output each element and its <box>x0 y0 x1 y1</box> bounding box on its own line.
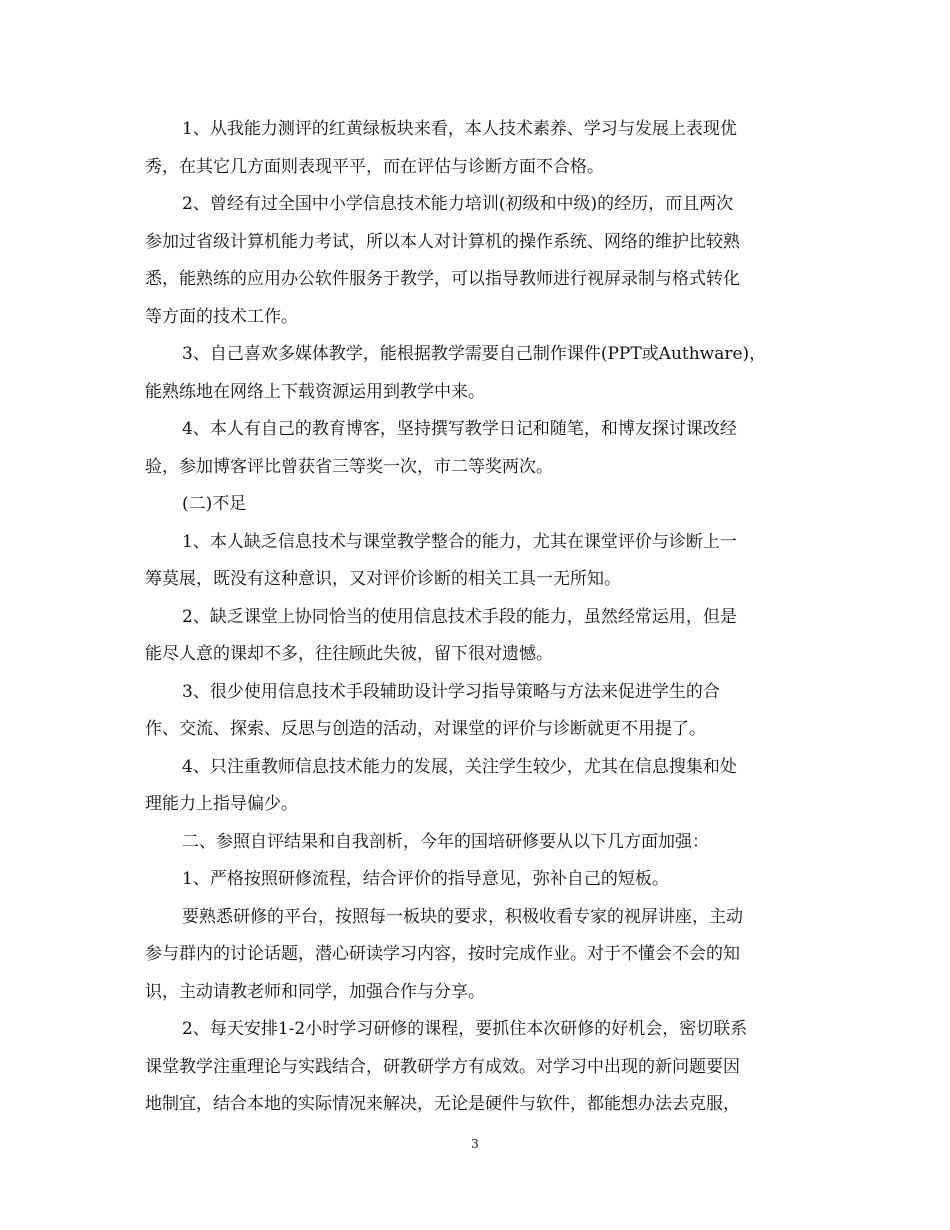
text-line: 1、本人缺乏信息技术与课堂教学整合的能力，尤其在课堂评价与诊断上一 <box>182 531 737 552</box>
text-line: 2、每天安排1-2小时学习研修的课程，要抓住本次研修的好机会，密切联系 <box>182 1019 748 1039</box>
text-line: 2、缺乏课堂上协同恰当的使用信息技术手段的能力，虽然经常运用，但是 <box>182 606 737 627</box>
text-line: 4、只注重教师信息技术能力的发展，关注学生较少，尤其在信息搜集和处 <box>182 756 737 777</box>
text-line: 等方面的技术工作。 <box>145 306 298 327</box>
text-line: 验，参加博客评比曾获省三等奖一次，市二等奖两次。 <box>145 456 553 477</box>
page-number: 3 <box>471 1137 479 1151</box>
text-line: 地制宜，结合本地的实际情况来解决，无论是硬件与软件，都能想办法去克服， <box>145 1094 740 1114</box>
text-line: 筹莫展，既没有这种意识，又对评价诊断的相关工具一无所知。 <box>145 569 621 589</box>
text-line: 2、曾经有过全国中小学信息技术能力培训(初级和中级)的经历，而且两次 <box>182 194 734 214</box>
text-line: 悉，能熟练的应用办公软件服务于教学，可以指导教师进行视屏录制与格式转化 <box>145 269 740 289</box>
text-line: 要熟悉研修的平台，按照每一板块的要求，积极收看专家的视屏讲座，主动 <box>182 906 743 927</box>
section-heading: 二、参照自评结果和自我剖析，今年的国培研修要从以下几方面加强： <box>182 831 709 852</box>
text-line: 4、本人有自己的教育博客，坚持撰写教学日记和随笔，和博友探讨课改经 <box>182 419 737 439</box>
text-line: 秀，在其它几方面则表现平平，而在评估与诊断方面不合格。 <box>145 156 604 177</box>
text-line: 理能力上指导偏少。 <box>145 794 298 814</box>
text-line: 参与群内的讨论话题，潜心研读学习内容，按时完成作业。对于不懂会不会的知 <box>145 944 740 964</box>
text-line: 能尽人意的课却不多，往往顾此失彼，留下很对遗憾。 <box>145 644 553 664</box>
text-line: 能熟练地在网络上下载资源运用到教学中来。 <box>145 381 485 402</box>
section-heading: (二)不足 <box>182 494 247 514</box>
text-line: 课堂教学注重理论与实践结合，研教研学方有成效。对学习中出现的新问题要因 <box>145 1056 740 1077</box>
text-line: 识，主动请教老师和同学，加强合作与分享。 <box>145 981 485 1002</box>
document-body <box>145 111 805 1124</box>
text-line: 3、很少使用信息技术手段辅助设计学习指导策略与方法来促进学生的合 <box>182 681 720 702</box>
text-line: 作、交流、探索、反思与创造的活动，对课堂的评价与诊断就更不用提了。 <box>145 719 706 739</box>
text-line: 3、自己喜欢多媒体教学，能根据教学需要自己制作课件(PPT或Authware)， <box>182 344 767 364</box>
text-line: 参加过省级计算机能力考试，所以本人对计算机的操作系统、网络的维护比较熟 <box>145 231 740 252</box>
text-line: 1、严格按照研修流程，结合评价的指导意见，弥补自己的短板。 <box>182 869 669 889</box>
text-line: 1、从我能力测评的红黄绿板块来看，本人技术素养、学习与发展上表现优 <box>182 119 737 139</box>
